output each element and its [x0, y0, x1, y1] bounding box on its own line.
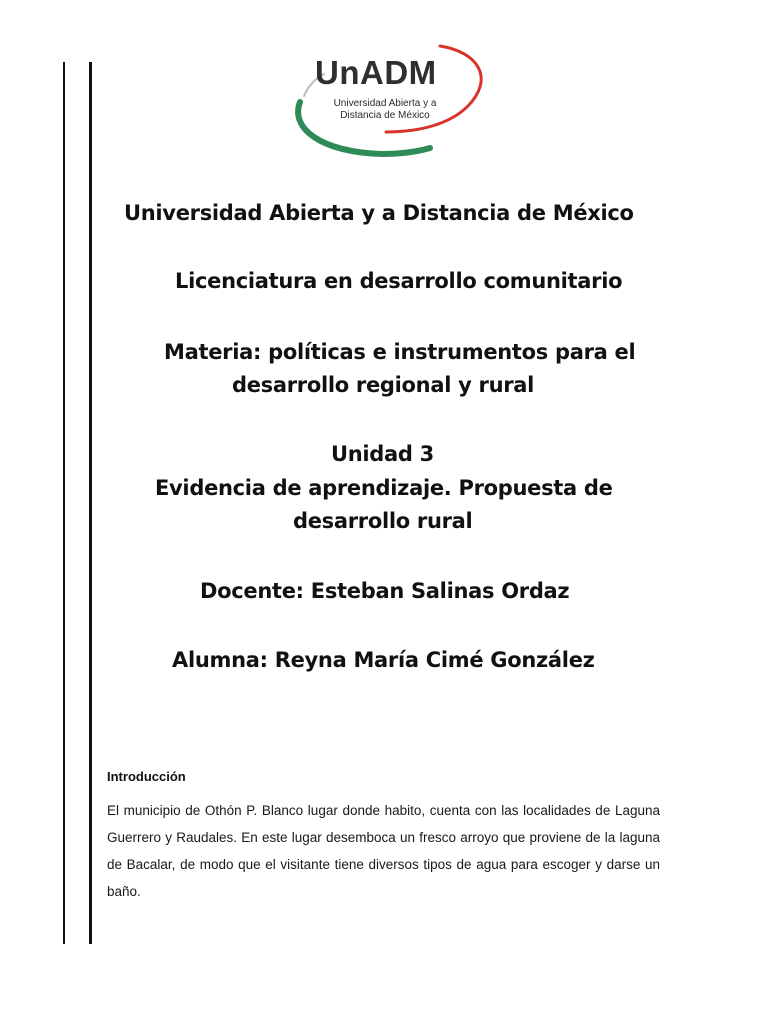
unit-label: Unidad 3	[331, 442, 434, 466]
unadm-logo	[290, 40, 490, 160]
evidence-line-2: desarrollo rural	[293, 509, 473, 533]
student-name: Alumna: Reyna María Cimé González	[172, 648, 595, 672]
left-margin-line-thick	[89, 62, 92, 944]
logo-wordmark: UnADM	[315, 54, 437, 91]
logo-subtitle-line1: Universidad Abierta y a	[333, 98, 437, 109]
degree-name: Licenciatura en desarrollo comunitario	[175, 269, 623, 293]
teacher-name: Docente: Esteban Salinas Ordaz	[200, 579, 570, 603]
evidence-line-1: Evidencia de aprendizaje. Propuesta de	[155, 476, 613, 500]
subject-line-2: desarrollo regional y rural	[232, 373, 535, 397]
university-name: Universidad Abierta y a Distancia de México	[124, 201, 634, 225]
introduction-title: Introducción	[107, 769, 186, 784]
left-margin-line-thin	[63, 62, 65, 944]
introduction-body: El municipio de Othón P. Blanco lugar donde habito, cuenta con las localidades de Laguna Guerrero y Raudales. En este lugar desemboca un fresco arroyo que proviene de la laguna de Bacalar, de modo que el visitante tiene diversos tipos de agua para escoger y darse un baño.	[107, 803, 660, 899]
logo-subtitle-line2: Distancia de México	[340, 110, 430, 121]
subject-line-1: Materia: políticas e instrumentos para el	[164, 340, 636, 364]
